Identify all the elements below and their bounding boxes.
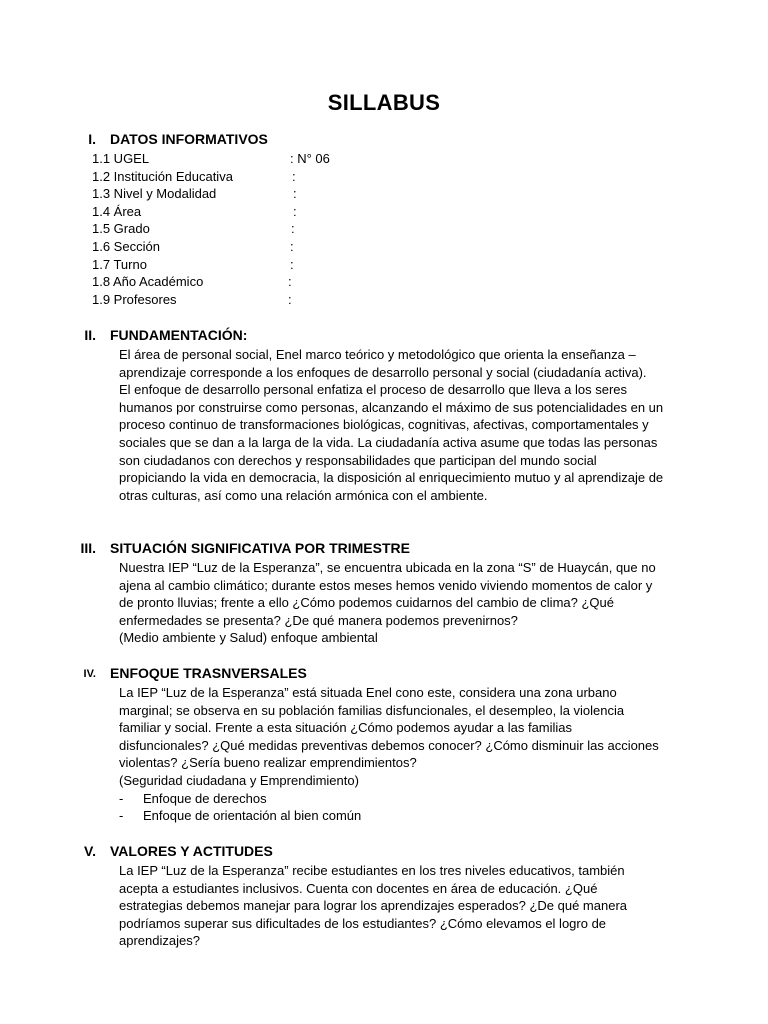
info-label: 1.3 Nivel y Modalidad	[92, 186, 217, 201]
section-4-title: ENFOQUE TRASNVERSALES	[110, 665, 307, 681]
section-5-body	[119, 862, 664, 950]
info-label: 1.1 UGEL	[92, 151, 150, 166]
info-label: 1.9 Profesores	[92, 292, 177, 307]
info-value: : N° 06	[290, 151, 330, 166]
info-value: :	[293, 186, 297, 201]
info-row-nivel	[92, 185, 297, 203]
section-2-body	[119, 346, 664, 504]
paragraph: La IEP “Luz de la Esperanza” recibe estudiantes en los tres niveles educativos, también acepta a estudiantes inclusivos. Cuenta con docentes en área de educación. ¿Qué estrategias debemos manejar para lograr los aprendizajes esperados? ¿De qué manera podríamos superar sus dificultades de los estudiantes? ¿Cómo elevamos el logro de aprendizajes?	[119, 863, 628, 949]
section-1-number: I.	[88, 131, 96, 147]
bullet-text: Enfoque de derechos	[143, 790, 267, 806]
info-label: 1.6 Sección	[92, 239, 160, 254]
section-1-title: DATOS INFORMATIVOS	[110, 131, 268, 147]
section-4-number: IV.	[83, 668, 96, 680]
section-3-number: III.	[80, 540, 96, 556]
info-row-ano-academico	[92, 273, 292, 291]
info-row-grado	[92, 220, 295, 238]
bullet-dash: -	[119, 808, 124, 824]
info-row-ugel	[92, 150, 330, 168]
info-label: 1.5 Grado	[92, 221, 150, 236]
info-value: :	[288, 274, 292, 289]
paragraph: La IEP “Luz de la Esperanza” está situada Enel cono este, considera una zona urbano marginal; se observa en su población familias disfuncionales, el desempleo, la violencia familiar y social. Frente a esta situación ¿Cómo podemos ayudar a las familias disfuncionales? ¿Qué medidas preventivas debemos conocer? ¿Cómo disminuir las acciones violentas? ¿Sería bueno realizar emprendimientos?	[119, 685, 659, 771]
bullet-dash: -	[119, 790, 124, 806]
section-3-title: SITUACIÓN SIGNIFICATIVA POR TRIMESTRE	[110, 540, 410, 556]
paragraph: El enfoque de desarrollo personal enfatiza el proceso de desarrollo que lleva a los seres humanos por construirse como personas, alcanzando el máximo de sus potencialidades en un proceso continuo de transformaciones biológicas, cognitivas, afectivas, comportamentales y sociales que se dan a la larga de la vida. La ciudadanía activa asume que todas las personas son ciudadanos con derechos y responsabilidades que participan del mundo social propiciando la vida en democracia, la disposición al enriquecimiento mutuo y al aprendizaje de otras culturas, así como una relación armónica con el ambiente.	[119, 382, 664, 503]
section-3-body	[119, 559, 664, 647]
info-value: :	[293, 204, 297, 219]
info-value: :	[292, 169, 296, 184]
info-label: 1.4 Área	[92, 204, 142, 219]
info-row-profesores	[92, 291, 292, 309]
section-5-number: V.	[84, 843, 96, 859]
section-5-title: VALORES Y ACTITUDES	[110, 843, 273, 859]
section-2-number: II.	[84, 327, 96, 343]
document-title: SILLABUS	[327, 90, 441, 115]
info-value: :	[291, 221, 295, 236]
bullet-item	[119, 790, 664, 808]
info-row-turno	[92, 256, 294, 274]
info-value: :	[288, 292, 292, 307]
info-label: 1.7 Turno	[92, 257, 147, 272]
paragraph: (Medio ambiente y Salud) enfoque ambiental	[119, 630, 378, 646]
section-4-body	[119, 684, 664, 825]
paragraph: Nuestra IEP “Luz de la Esperanza”, se encuentra ubicada en la zona “S” de Huaycán, que no ajena al cambio climático; durante estos meses hemos venido viviendo momentos de calor y de pronto lluvias; frente a ello ¿Cómo podemos cuidarnos del cambio de clima? ¿Qué enfermedades se presenta? ¿De qué manera podemos prevenirnos?	[119, 560, 656, 628]
info-value: :	[290, 257, 294, 272]
info-label: 1.2 Institución Educativa	[92, 169, 233, 184]
paragraph: (Seguridad ciudadana y Emprendimiento)	[119, 772, 359, 788]
info-row-area	[92, 203, 297, 221]
section-2-title: FUNDAMENTACIÓN:	[110, 327, 248, 343]
info-value: :	[290, 239, 294, 254]
bullet-text: Enfoque de orientación al bien común	[143, 808, 362, 824]
paragraph: El área de personal social, Enel marco teórico y metodológico que orienta la enseñanza – aprendizaje corresponde a los enfoques de desarrollo personal y social (ciudadanía activa).	[119, 347, 647, 380]
info-row-institucion	[92, 168, 296, 186]
bullet-item	[119, 807, 664, 825]
info-label: 1.8 Año Académico	[92, 274, 204, 289]
info-row-seccion	[92, 238, 294, 256]
